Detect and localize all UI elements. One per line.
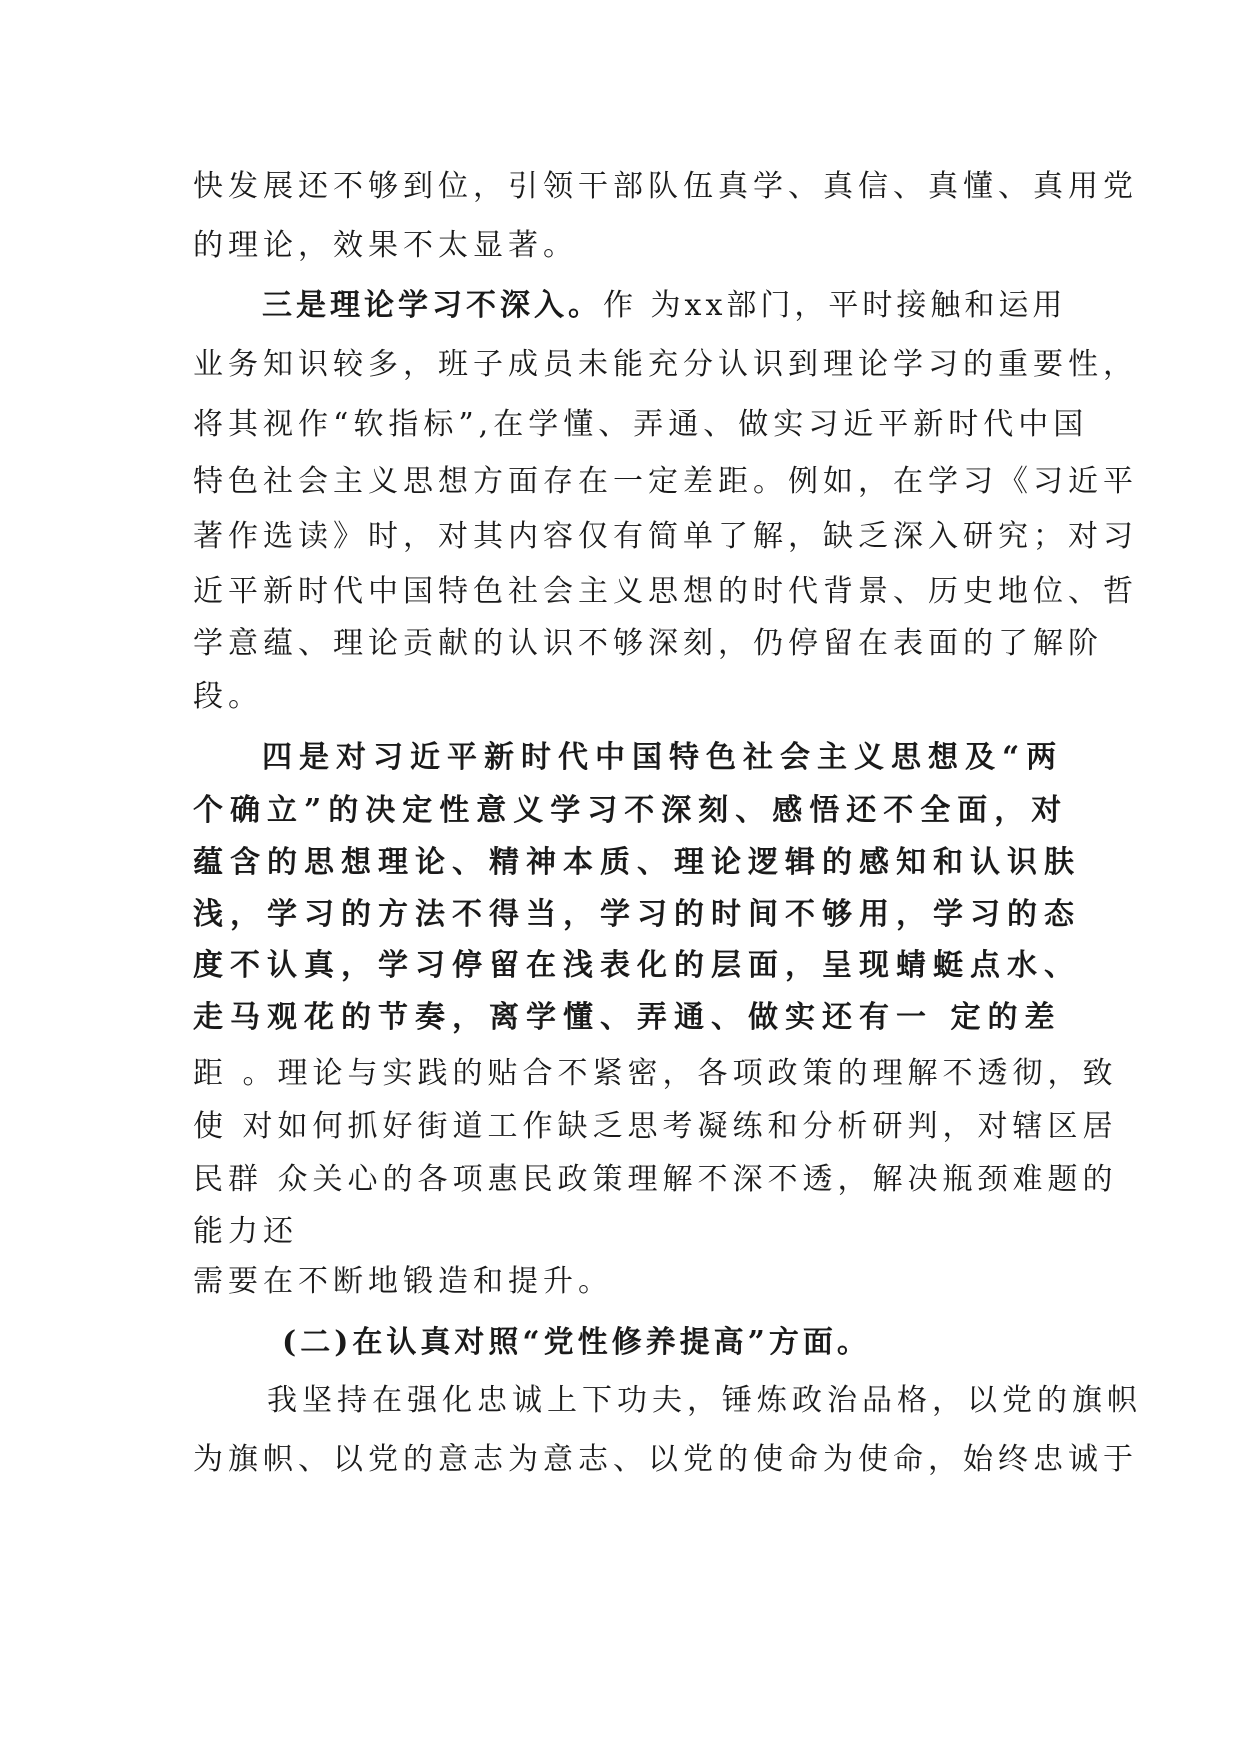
body-line: 为旗帜、以党的意志为意志、以党的使命为使命，始终忠诚于: [193, 1442, 1138, 1477]
body-line: 我坚持在强化忠诚上下功夫，锤炼政治品格，以党的旗帜: [267, 1383, 1142, 1418]
body-line: 段。: [193, 679, 263, 714]
subsection-heading: (二)在认真对照“党性修养提高”方面。: [282, 1325, 871, 1360]
bold-line: 浅，学习的方法不得当，学习的时间不够用，学习的态: [193, 897, 1081, 932]
section-heading-3: 三是理论学习不深入。: [262, 288, 602, 323]
bold-line: 个确立”的决定性意义学习不深刻、感悟还不全面，对: [193, 793, 1069, 828]
body-line: 能力还: [193, 1214, 298, 1249]
body-line: 需要在不断地锻造和提升。: [193, 1264, 613, 1299]
body-line: 民群 众关心的各项惠民政策理解不深不透，解决瓶颈难题的: [193, 1162, 1118, 1197]
body-line: 近平新时代中国特色社会主义思想的时代背景、历史地位、哲: [193, 574, 1138, 609]
body-line: 学意蕴、理论贡献的认识不够深刻，仍停留在表面的了解阶: [193, 626, 1103, 661]
bold-line: 走马观花的节奏，离学懂、弄通、做实还有一 定的差: [193, 1000, 1062, 1035]
body-line: 距 。理论与实践的贴合不紧密，各项政策的理解不透彻，致: [193, 1056, 1118, 1091]
body-line: 著作选读》时，对其内容仅有简单了解，缺乏深入研究；对习: [193, 519, 1138, 554]
body-line: 将其视作“软指标”,在学懂、弄通、做实习近平新时代中国: [193, 407, 1089, 442]
body-line: 使 对如何抓好街道工作缺乏思考凝练和分析研判，对辖区居: [193, 1109, 1118, 1144]
body-line: 快发展还不够到位，引领干部队伍真学、真信、真懂、真用党: [193, 169, 1138, 204]
body-line: 特色社会主义思想方面存在一定差距。例如，在学习《习近平: [193, 464, 1138, 499]
bold-line: 度不认真，学习停留在浅表化的层面，呈现蜻蜓点水、: [193, 948, 1081, 983]
section-heading-4: 四是对习近平新时代中国特色社会主义思想及“两: [262, 740, 1064, 775]
bold-line: 蕴含的思想理论、精神本质、理论逻辑的感知和认识肤: [193, 845, 1081, 880]
body-line: 作 为xx部门，平时接触和运用: [603, 288, 1067, 323]
body-line: 的理论，效果不太显著。: [193, 228, 578, 263]
body-line: 业务知识较多，班子成员未能充分认识到理论学习的重要性，: [193, 347, 1138, 382]
